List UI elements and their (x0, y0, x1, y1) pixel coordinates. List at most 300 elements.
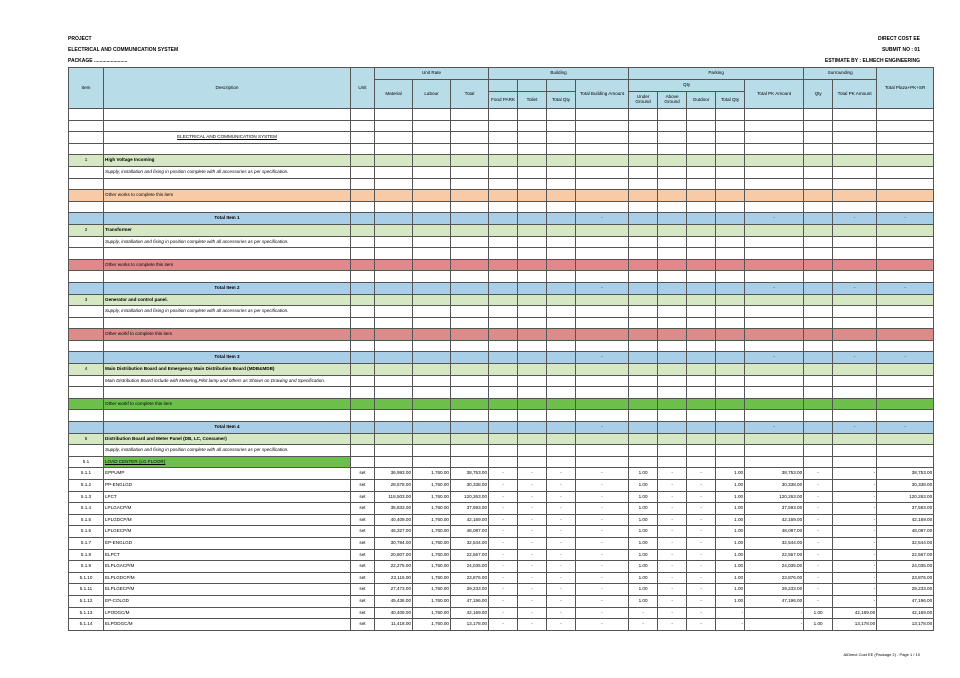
cell-desc: ELPCT (104, 549, 351, 561)
cell (833, 317, 877, 329)
cell (629, 364, 658, 376)
cell (576, 433, 629, 445)
cell-pq: - (716, 619, 745, 631)
other-works-label: Other works to complete this item (104, 259, 351, 271)
col-above-ground: Above Ground (658, 92, 687, 109)
cell (518, 410, 547, 422)
total-value: - (745, 213, 804, 225)
cell (687, 387, 716, 399)
cell-bq: - (547, 549, 576, 561)
cell (351, 306, 375, 318)
cell (833, 271, 877, 283)
cell (518, 213, 547, 225)
cell (833, 306, 877, 318)
cell (833, 143, 877, 155)
description-row (69, 445, 934, 457)
cell-desc: LPLGDCP/M (104, 514, 351, 526)
cell-fp: - (489, 549, 518, 561)
cell-desc: LPLGACP/M (104, 503, 351, 515)
cell (518, 433, 547, 445)
cell-fp: - (489, 619, 518, 631)
cell-ag: - (658, 537, 687, 549)
cell (687, 190, 716, 202)
cell-pa: 42,169.00 (745, 514, 804, 526)
total-value: - (745, 282, 804, 294)
cell (833, 387, 877, 399)
section-number: 4 (69, 364, 104, 376)
cell-bq: - (547, 491, 576, 503)
cell-unit: set (351, 607, 375, 619)
cell-ug: - (629, 607, 658, 619)
cell (69, 109, 104, 121)
cell (547, 340, 576, 352)
cell-gt: 23,876.00 (877, 572, 934, 584)
col-building-total-qty: Total Qty (547, 92, 576, 109)
cell-sq: - (804, 549, 833, 561)
cell (518, 109, 547, 121)
cell (489, 340, 518, 352)
cell-ba: - (576, 491, 629, 503)
cell-pq: 1.00 (716, 526, 745, 538)
cell (658, 259, 687, 271)
cell (745, 120, 804, 132)
cell (547, 317, 576, 329)
cell (104, 120, 351, 132)
cell (658, 294, 687, 306)
cell (69, 178, 104, 190)
cell (351, 456, 375, 468)
cell (629, 143, 658, 155)
cell (629, 445, 658, 457)
cell (451, 166, 489, 178)
cell (576, 201, 629, 213)
cell-sa: - (833, 468, 877, 480)
cell-item: 5.1.9 (69, 561, 104, 573)
cell (518, 155, 547, 167)
cell (629, 236, 658, 248)
col-parking: Parking (629, 68, 804, 80)
cell-unit: set (351, 537, 375, 549)
cell (104, 201, 351, 213)
cell (489, 282, 518, 294)
cell (451, 352, 489, 364)
item-row (69, 514, 934, 526)
cell (658, 271, 687, 283)
section-title: Main Distribution Board and Emergency Main Distribution Board (MDB&MDB) (104, 364, 351, 376)
cell (745, 143, 804, 155)
cell (413, 456, 451, 468)
cell-pa: 24,035.00 (745, 561, 804, 573)
cell (745, 375, 804, 387)
total-value: - (877, 282, 934, 294)
cell-unit: set (351, 503, 375, 515)
cell (69, 166, 104, 178)
cell (375, 109, 413, 121)
cell-bq: - (547, 572, 576, 584)
cell-mat: 35,833.00 (375, 503, 413, 515)
cell-sa: - (833, 537, 877, 549)
cell-sa: - (833, 480, 877, 492)
cell (804, 166, 833, 178)
cell (833, 410, 877, 422)
cell (489, 143, 518, 155)
cell (375, 340, 413, 352)
cell (833, 398, 877, 410)
cell (716, 387, 745, 399)
cell (451, 364, 489, 376)
cell (716, 224, 745, 236)
cell-pa: 48,087.00 (745, 526, 804, 538)
cell (687, 178, 716, 190)
cell (547, 178, 576, 190)
cell (833, 109, 877, 121)
cell-mat: 36,993.00 (375, 468, 413, 480)
cell (877, 155, 934, 167)
cell-fp: - (489, 584, 518, 596)
cell (413, 213, 451, 225)
section-description: Supply, installation and fixing in position complete with all accessories as per specification. (104, 306, 351, 318)
cell-sq: - (804, 468, 833, 480)
cell-pa: 29,233.00 (745, 584, 804, 596)
cell (104, 410, 351, 422)
cell-ba: - (576, 584, 629, 596)
cell-fp: - (489, 480, 518, 492)
section-number: 3 (69, 294, 104, 306)
cell (69, 398, 104, 410)
total-label: Total Item 3 (104, 352, 351, 364)
cell (687, 201, 716, 213)
cell-ba: - (576, 537, 629, 549)
cell-ag: - (658, 584, 687, 596)
cell (716, 445, 745, 457)
cell (518, 306, 547, 318)
table-body (69, 109, 934, 631)
cell (375, 398, 413, 410)
cell (547, 271, 576, 283)
cell (629, 248, 658, 260)
cell-item: 5.1.14 (69, 619, 104, 631)
total-value: - (576, 282, 629, 294)
cell (351, 317, 375, 329)
col-unit-rate: Unit Rate (375, 68, 489, 80)
cell (518, 294, 547, 306)
other-works-row (69, 190, 934, 202)
cell-gt: 30,338.00 (877, 480, 934, 492)
cell-bq: - (547, 619, 576, 631)
cell (716, 166, 745, 178)
cell (351, 213, 375, 225)
cell (375, 364, 413, 376)
cell-gt: 37,593.00 (877, 503, 934, 515)
cell (351, 120, 375, 132)
cell (576, 364, 629, 376)
blank-row (69, 340, 934, 352)
cell-tot: 38,753.00 (451, 468, 489, 480)
cell (451, 387, 489, 399)
cell-desc: LPODGC/M (104, 607, 351, 619)
total-value: - (576, 352, 629, 364)
cell (547, 201, 576, 213)
cell (804, 422, 833, 434)
cell (804, 155, 833, 167)
cell (451, 224, 489, 236)
cell-sa: 42,169.00 (833, 607, 877, 619)
cell (518, 375, 547, 387)
cell-tot: 13,178.00 (451, 619, 489, 631)
cell (375, 271, 413, 283)
cell-pa: 38,753.00 (745, 468, 804, 480)
col-total-building-amount: Total Building Amount (576, 80, 629, 109)
project-label: PROJECT (68, 36, 92, 42)
cell (413, 271, 451, 283)
cell (877, 317, 934, 329)
cell (576, 340, 629, 352)
cell (547, 410, 576, 422)
cell (518, 364, 547, 376)
item-row (69, 572, 934, 584)
cell (375, 422, 413, 434)
cell (804, 236, 833, 248)
cell (687, 143, 716, 155)
cell (351, 190, 375, 202)
cell (687, 109, 716, 121)
cell-item: 5.1.10 (69, 572, 104, 584)
cell-lab: 1,760.00 (413, 595, 451, 607)
cell (451, 282, 489, 294)
cell (104, 109, 351, 121)
cell (833, 178, 877, 190)
cell (658, 306, 687, 318)
cell-toi: - (518, 491, 547, 503)
cell-desc: ELPODGC/M (104, 619, 351, 631)
cell-item: 5.1.8 (69, 549, 104, 561)
cell (658, 329, 687, 341)
cell (687, 410, 716, 422)
cell-toi: - (518, 584, 547, 596)
cell (877, 236, 934, 248)
cell (576, 166, 629, 178)
cell-od: - (687, 572, 716, 584)
cell-fp: - (489, 572, 518, 584)
cell (518, 456, 547, 468)
other-works-label: Other workf to complete this item (104, 398, 351, 410)
cell (804, 352, 833, 364)
other-works-label: Other works to complete this item (104, 190, 351, 202)
cell (413, 166, 451, 178)
cell (629, 282, 658, 294)
cell-ba: - (576, 595, 629, 607)
cell (687, 433, 716, 445)
cell (658, 387, 687, 399)
cell (716, 294, 745, 306)
cell (375, 120, 413, 132)
cell (745, 271, 804, 283)
cell-tot: 37,593.00 (451, 503, 489, 515)
cell-bq: - (547, 561, 576, 573)
cell-od: - (687, 468, 716, 480)
cell (658, 410, 687, 422)
cell-unit: set (351, 584, 375, 596)
cell (745, 387, 804, 399)
cell (745, 294, 804, 306)
cell-lab: 1,760.00 (413, 619, 451, 631)
cell (375, 329, 413, 341)
cell-bq: - (547, 480, 576, 492)
cell (745, 224, 804, 236)
cell-lab: 1,760.00 (413, 503, 451, 515)
cell (518, 329, 547, 341)
item-row (69, 503, 934, 515)
cell (629, 387, 658, 399)
cell-ba: - (576, 468, 629, 480)
cell (833, 456, 877, 468)
cell (451, 340, 489, 352)
cell-unit: set (351, 491, 375, 503)
cell-toi: - (518, 595, 547, 607)
cell (489, 248, 518, 260)
cell (716, 364, 745, 376)
cell (576, 410, 629, 422)
total-value: - (833, 213, 877, 225)
cell-sa: - (833, 526, 877, 538)
cell (658, 340, 687, 352)
cell-ag: - (658, 491, 687, 503)
cell (547, 422, 576, 434)
cell-sa: - (833, 491, 877, 503)
cell (351, 340, 375, 352)
cell (518, 422, 547, 434)
cell (489, 422, 518, 434)
blank-row (69, 178, 934, 190)
cell (518, 352, 547, 364)
cell (833, 445, 877, 457)
cell (104, 178, 351, 190)
cell (547, 282, 576, 294)
cell (489, 259, 518, 271)
cell-unit: set (351, 480, 375, 492)
cell-pa: 120,263.00 (745, 491, 804, 503)
cell (104, 387, 351, 399)
cell-bq: - (547, 584, 576, 596)
cell (375, 294, 413, 306)
other-works-row (69, 259, 934, 271)
cell (351, 271, 375, 283)
cell (451, 329, 489, 341)
blank-row (69, 387, 934, 399)
cell (576, 445, 629, 457)
cell (716, 190, 745, 202)
cell-sa: 13,178.00 (833, 619, 877, 631)
cell-tot: 120,263.00 (451, 491, 489, 503)
cell-desc: EP-ENGLGD (104, 537, 351, 549)
cell (413, 109, 451, 121)
cell (547, 236, 576, 248)
cell (69, 352, 104, 364)
cell (877, 178, 934, 190)
cell-tot: 32,544.00 (451, 537, 489, 549)
cell-od: - (687, 526, 716, 538)
cell-item: 5.1.2 (69, 480, 104, 492)
cell-ag: - (658, 526, 687, 538)
cell (804, 433, 833, 445)
cell (375, 178, 413, 190)
cell (658, 213, 687, 225)
cell (576, 398, 629, 410)
cell (804, 143, 833, 155)
cell-item: 5.1.5 (69, 514, 104, 526)
cell (489, 271, 518, 283)
cell (658, 248, 687, 260)
section-title: Distribution Board and Meter Panel (DB, LC, Consumer) (104, 433, 351, 445)
cell-ag: - (658, 503, 687, 515)
cell (518, 120, 547, 132)
cell (489, 132, 518, 144)
cell (745, 398, 804, 410)
cell (877, 306, 934, 318)
cell (351, 352, 375, 364)
cell (451, 132, 489, 144)
cell-lab: 1,760.00 (413, 468, 451, 480)
cell (351, 387, 375, 399)
cell (69, 282, 104, 294)
cell (716, 201, 745, 213)
cell-unit: set (351, 468, 375, 480)
subsection-row (69, 456, 934, 468)
cell-ug: 1.00 (629, 584, 658, 596)
cell-ag: - (658, 595, 687, 607)
cell (547, 306, 576, 318)
cell (547, 387, 576, 399)
cell-pa: 32,544.00 (745, 537, 804, 549)
cell (351, 166, 375, 178)
cell (547, 445, 576, 457)
cell-lab: 1,760.00 (413, 537, 451, 549)
col-surrounding-qty: Qty (804, 80, 833, 109)
cell (833, 155, 877, 167)
col-total-plaza: Total Plaza+PK+SR (877, 68, 934, 109)
cell (716, 352, 745, 364)
cell (375, 456, 413, 468)
cell (375, 352, 413, 364)
cell-sq: - (804, 526, 833, 538)
cell (629, 132, 658, 144)
item-row (69, 526, 934, 538)
cell-ag: - (658, 549, 687, 561)
description-row (69, 166, 934, 178)
cell (69, 236, 104, 248)
cell (576, 329, 629, 341)
cell (576, 155, 629, 167)
cell (375, 166, 413, 178)
cell-mat: 40,409.00 (375, 514, 413, 526)
cell (69, 306, 104, 318)
subsection-title: LOAD CENTER (LG FLOOR) (104, 456, 351, 468)
cell (833, 166, 877, 178)
cell-unit: set (351, 572, 375, 584)
cell-ug: 1.00 (629, 526, 658, 538)
cell-ug: 1.00 (629, 549, 658, 561)
cell (69, 201, 104, 213)
cell (489, 352, 518, 364)
cell-desc: LPCT (104, 491, 351, 503)
cell-mat: 30,784.00 (375, 537, 413, 549)
cell (658, 120, 687, 132)
cell (489, 109, 518, 121)
cell (576, 190, 629, 202)
cell (687, 398, 716, 410)
col-outdoor: Outdoor (687, 92, 716, 109)
cell-od: - (687, 619, 716, 631)
